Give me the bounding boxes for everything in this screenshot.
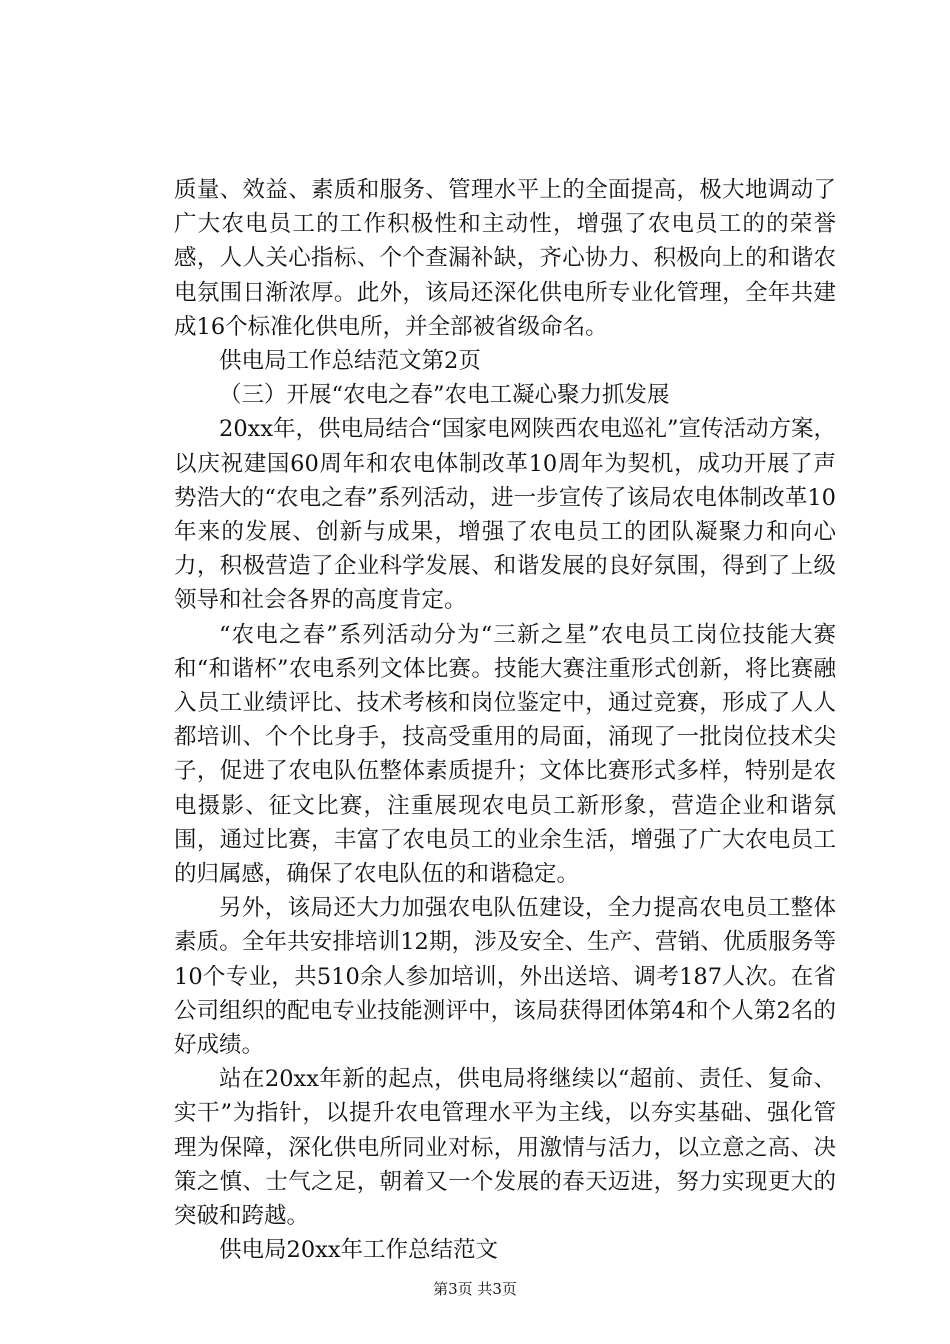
paragraph-outlook: 站在20xx年新的起点，供电局将继续以“超前、责任、复命、实干”为指针，以提升农电管理水平为主线，以夯实基础、强化管理为保障，深化供电所同业对标，用激情与活力，以立意之高、决策之慎、士气之足，朝着又一个发展的春天迈进，努力实现更大的突破和跨越。 [174, 1066, 836, 1230]
section-title-page-2: 供电局工作总结范文第2页 [219, 348, 481, 375]
paragraph-activities: “农电之春”系列活动分为“三新之星”农电员工岗位技能大赛和“和谐杯”农电系列文体比赛。技能大赛注重形式创新，将比赛融入员工业绩评比、技术考核和岗位鉴定中，通过竞赛，形成了人人都培训、个个比身手，技高受重用的局面，涌现了一批岗位技术尖子，促进了农电队伍整体素质提升；文体比赛形式多样，特别是农电摄影、征文比赛，注重展现农电员工新形象，营造企业和谐氛围，通过比赛，丰富了农电员工的业余生活，增强了广大农电员工的归属感，确保了农电队伍的和谐稳定。 [174, 621, 836, 888]
section-heading-3: （三）开展“农电之春”农电工凝心聚力抓发展 [219, 382, 670, 409]
document-body [174, 173, 836, 1268]
paragraph-continuation: 质量、效益、素质和服务、管理水平上的全面提高，极大地调动了广大农电员工的工作积极性和主动性，增强了农电员工的的荣誉感，人人关心指标、个个查漏补缺，齐心协力、积极向上的和谐农电氛围日渐浓厚。此外，该局还深化供电所专业化管理，全年共建成16个标准化供电所，并全部被省级命名。 [174, 177, 836, 340]
page-number-footer: 第3页 共3页 [433, 1280, 517, 1298]
paragraph-training: 另外，该局还大力加强农电队伍建设，全力提高农电员工整体素质。全年共安排培训12期，涉及安全、生产、营销、优质服务等10个专业，共510余人参加培训，外出送培、调考187人次。在省公司组织的配电专业技能测评中，该局获得团体第4和个人第2名的好成绩。 [174, 895, 836, 1059]
paragraph-campaign: 20xx年，供电局结合“国家电网陕西农电巡礼”宣传活动方案，以庆祝建国60周年和农电体制改革10周年为契机，成功开展了声势浩大的“农电之春”系列活动，进一步宣传了该局农电体制改革10年来的发展、创新与成果，增强了农电员工的团队凝聚力和向心力，积极营造了企业科学发展、和谐发展的良好氛围，得到了上级领导和社会各界的高度肯定。 [174, 416, 837, 614]
next-document-title: 供电局20xx年工作总结范文 [219, 1237, 499, 1264]
